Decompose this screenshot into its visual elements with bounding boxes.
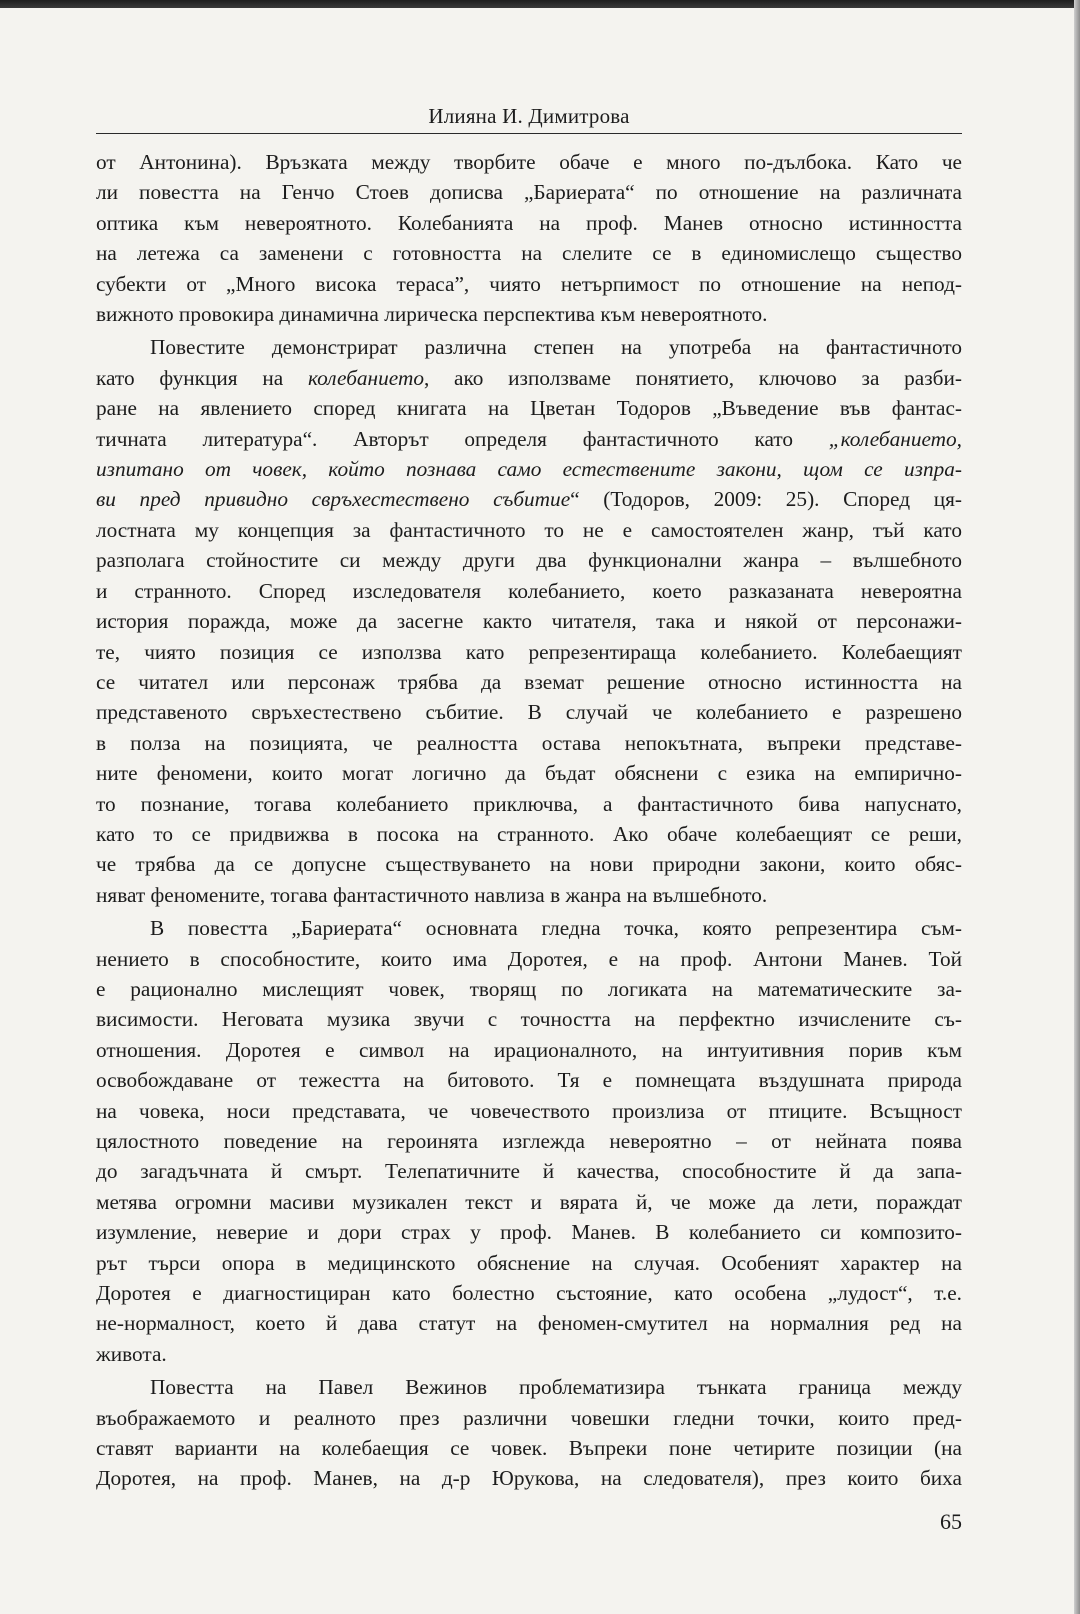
text-line: Доротея, на проф. Манев, на д-р Юрукова, на следователя), през които биха — [96, 1466, 962, 1491]
text-line — [96, 363, 962, 393]
text-line: Повестта на Павел Вежинов проблематизира тънката граница между — [150, 1375, 962, 1400]
text-line: нението в способностите, които има Доротея, е на проф. Антони Манев. Той — [96, 946, 962, 971]
running-head: Илияна И. Димитрова — [428, 104, 630, 128]
text-line: в полза на позицията, че реалността остава непокътната, въпреки представе- — [96, 730, 962, 755]
text-segment: като функция на — [96, 365, 308, 390]
header-rule — [96, 133, 962, 134]
page-number: 65 — [940, 1509, 962, 1534]
text-line: се читател или персонаж трябва да вземат решение относно истинността на — [96, 669, 962, 694]
text-line: представеното свръхестествено събитие. В случай че колебанието е разрешено — [96, 700, 962, 725]
text-line: не-нормалност, което й дава статут на феномен-смутител на нормалния ред на — [96, 1311, 962, 1336]
text-line: на човека, носи представата, че човечеството произлиза от птиците. Всъщност — [96, 1098, 962, 1123]
italic-quote: „колебанието, — [828, 426, 962, 451]
text-line: разполага стойностите си между други два функционални жанра – вълшебното — [96, 548, 962, 573]
scan-edge-top — [0, 0, 1080, 8]
text-line: освобождаване от тежестта на битовото. Тя е помнещата въздушната природа — [96, 1068, 962, 1093]
text-line: и странното. Според изследователя колебанието, което разказаната невероятна — [96, 578, 962, 603]
text-line: рът търси опора в медицинското обяснение на случая. Особеният характер на — [96, 1250, 962, 1275]
italic-term: колебанието — [307, 365, 424, 390]
text-line: до загадъчната й смърт. Телепатичните й качества, способностите й да запа- — [96, 1159, 962, 1184]
text-segment: “ (Тодоров, 2009: 25). Според ця- — [570, 487, 962, 512]
text-line: В повестта „Бариерата“ основната гледна точка, която репрезентира съм- — [150, 916, 962, 941]
text-line: Доротея е диагностициран като болестно състояние, като особена „лудост“, т.е. — [96, 1281, 962, 1306]
text-line: история поражда, може да засегне както читателя, така и някой от персонажи- — [96, 609, 962, 634]
text-line: ставят варианти на колебаещия се човек. Въпреки поне четирите позиции (на — [96, 1436, 962, 1461]
text-line: висимости. Неговата музика звучи с точността на перфектно изчислените съ- — [96, 1007, 962, 1032]
scan-edge-right — [1074, 0, 1080, 1614]
text-line: отношения. Доротея е символ на ирационалното, на интуитивния порив към — [96, 1037, 962, 1062]
text-line: лостната му концепция за фантастичното то не е самостоятелен жанр, тъй като — [96, 517, 962, 542]
text-line: че трябва да се допусне съществуването на нови природни закони, които обяс- — [96, 852, 962, 877]
text-line: вижното провокира динамична лирическа перспектива към невероятното. — [96, 302, 768, 327]
text-line: Повестите демонстрират различна степен на употреба на фантастичното — [150, 335, 962, 360]
text-line: живота. — [96, 1341, 167, 1366]
text-line — [96, 484, 962, 514]
text-line: те, чиято позиция се използва като репрезентираща колебанието. Колебаещият — [96, 639, 962, 664]
text-segment: , ако използваме понятието, ключово за разби- — [423, 365, 962, 390]
text-line: от Антонина). Връзката между творбите обаче е много по-дълбока. Като че — [96, 150, 962, 174]
paragraph-1 — [96, 147, 962, 329]
text-line: метява огромни масиви музикален текст и вярата й, че може да лети, пораждат — [96, 1189, 962, 1214]
body-text — [96, 147, 962, 1494]
paragraph-3 — [96, 913, 962, 1369]
text-line — [96, 424, 962, 454]
text-segment: тичната литература“. Авторът определя фантастичното като — [96, 426, 829, 451]
text-line — [96, 454, 962, 484]
text-line: то познание, тогава колебанието приключва, а фантастичното бива напуснато, — [96, 791, 962, 816]
text-line: субекти от „Много висока тераса”, чиято нетърпимост по отношение на непод- — [96, 271, 962, 296]
text-line: ли повестта на Генчо Стоев дописва „Бариерата“ по отношение на различната — [96, 180, 962, 205]
paragraph-2 — [96, 332, 962, 910]
text-line: е рационално мислещият човек, творящ по логиката на математическите за- — [96, 976, 962, 1001]
italic-quote: ви пред привидно свръхестествено събитие — [96, 487, 571, 512]
text-line: като то се придвижва в посока на странното. Ако обаче колебаещият се реши, — [96, 821, 962, 846]
paragraph-4 — [96, 1372, 962, 1494]
text-line: оптика към невероятното. Колебанията на проф. Манев относно истинността — [96, 210, 962, 235]
text-line: въображаемото и реалното през различни човешки гледни точки, които пред- — [96, 1405, 962, 1430]
text-line: изумление, неверие и дори страх у проф. Манев. В колебанието си композито- — [96, 1220, 962, 1245]
italic-quote: изпитано от човек, който познава само естествените закони, щом се изпра- — [96, 457, 962, 482]
text-line: няват феномените, тогава фантастичното навлиза в жанра на вълшебното. — [96, 882, 768, 907]
text-line: на летежа са заменени с готовността на слелите се в единомислещо същество — [96, 241, 962, 266]
text-line: цялостното поведение на героинята изглежда невероятно – от нейната поява — [96, 1129, 962, 1153]
text-line: ните феномени, които могат логично да бъдат обяснени с езика на емпирично- — [96, 761, 962, 786]
text-line: ране на явлението според книгата на Цветан Тодоров „Въведение във фантас- — [96, 396, 962, 421]
